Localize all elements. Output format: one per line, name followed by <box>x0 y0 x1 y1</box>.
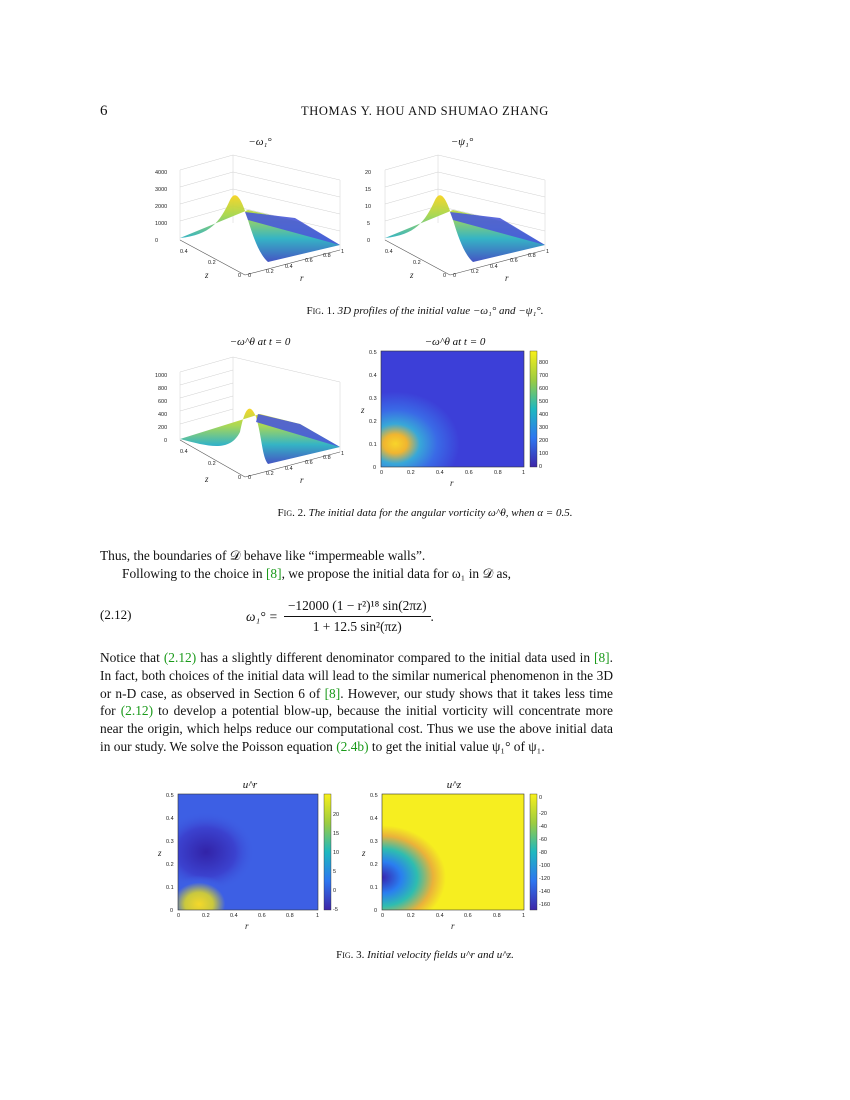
fig3-right-cbar-tick: -140 <box>539 889 551 895</box>
fig2-left-raxis-tick: 0 <box>248 475 252 481</box>
fig2-cbar-tick: 600 <box>539 386 549 392</box>
para2-text-a: Following to the choice in <box>122 566 266 581</box>
fig3-left-ytick: 0.2 <box>166 862 174 868</box>
fig2-left-ztick: 0 <box>164 438 168 444</box>
fig3-left-r-label: r <box>245 921 249 931</box>
equation-numerator: −12000 (1 − r²)¹⁸ sin(2πz) <box>284 598 431 617</box>
fig3-right-xtick: 0.6 <box>464 913 472 919</box>
fig2-left-ztick: 800 <box>158 386 168 392</box>
fig1-right-zaxis-tick: 0.2 <box>413 260 421 266</box>
fig1-right-ztick: 20 <box>365 170 372 176</box>
fig1-left-zaxis-tick: 0 <box>238 273 242 279</box>
fig2-caption-label: Fig. 2. <box>277 507 306 519</box>
fig2-heat-field <box>381 351 524 467</box>
fig1-left-surface <box>180 195 340 262</box>
equation-number: (2.12) <box>100 607 132 622</box>
equation-2-12 <box>246 598 434 635</box>
fig2-heat-xtick: 0.8 <box>494 470 502 476</box>
fig2-left-title: −ω^θ at t = 0 <box>229 336 291 348</box>
equation-fraction <box>284 598 431 635</box>
fig3-right-r-label: r <box>451 921 455 931</box>
paragraph-1: Thus, the boundaries of 𝒟 behave like “impermeable walls”. <box>100 548 426 563</box>
fig1-right-surface <box>385 195 545 262</box>
fig3-right-cbar-tick: -60 <box>539 837 547 843</box>
fig1-right-raxis-tick: 1 <box>546 249 550 255</box>
fig1-left-raxis-tick: 0.2 <box>266 269 274 275</box>
fig3-left-cbar-tick: 5 <box>333 869 337 875</box>
fig2-left-ztick: 200 <box>158 425 168 431</box>
fig2-left-zaxis-tick: 0 <box>238 475 242 481</box>
fig1-right-ztick: 15 <box>365 187 372 193</box>
fig2-left-raxis-tick: 0.2 <box>266 471 274 477</box>
fig3-left-ytick: 0 <box>170 908 174 914</box>
fig1-left-ztick: 3000 <box>155 187 168 193</box>
fig2-heat-ytick: 0.3 <box>369 396 377 402</box>
fig3-left-cbar-tick: -5 <box>333 907 338 913</box>
fig3-right-xtick: 1 <box>522 913 526 919</box>
page-number: 6 <box>100 103 108 119</box>
fig1-left-zaxis-tick: 0.2 <box>208 260 216 266</box>
equation-denominator: 1 + 12.5 sin²(πz) <box>312 619 402 634</box>
fig3-left-ytick: 0.4 <box>166 816 174 822</box>
fig1-right-surface-plot <box>355 150 560 290</box>
fig2-left-raxis-tick: 1 <box>341 451 345 457</box>
fig1-left-raxis-tick: 0.6 <box>305 258 313 264</box>
fig1-caption-label: Fig. 1. <box>306 305 335 317</box>
fig3-right-cbar-tick: 0 <box>539 795 543 801</box>
fig3-caption-text: Initial velocity fields u^r and u^z. <box>367 949 514 961</box>
fig3-caption-label: Fig. 3. <box>336 949 365 961</box>
fig3-right-ytick: 0.5 <box>370 793 378 799</box>
para2-text-b: , we propose the initial data for ω₁ in 𝒟 as, <box>281 566 511 581</box>
fig3-right-xtick: 0 <box>381 913 385 919</box>
fig3-left-cbar-tick: 10 <box>333 850 340 856</box>
fig3-left-xtick: 0.4 <box>230 913 238 919</box>
fig3-left-title: u^r <box>242 779 258 791</box>
fig2-heat-r-label: r <box>450 478 454 488</box>
fig2-heat-z-label: z <box>361 405 365 415</box>
fig2-left-ztick: 600 <box>158 399 168 405</box>
fig2-cbar-tick: 400 <box>539 412 549 418</box>
fig2-cbar-tick: 0 <box>539 464 543 470</box>
fig1-left-r-label: r <box>300 273 304 283</box>
fig1-caption <box>0 305 850 317</box>
para3-text: to get the initial value ψ₁° of ψ₁. <box>368 738 545 754</box>
fig2-left-zaxis-tick: 0.4 <box>180 449 188 455</box>
fig3-right-cbar-tick: -80 <box>539 850 547 856</box>
fig3-right-ytick: 0.2 <box>370 862 378 868</box>
fig1-left-raxis-tick: 0.8 <box>323 253 331 259</box>
fig2-heat-ytick: 0.4 <box>369 373 377 379</box>
fig2-heat-xtick: 0.6 <box>465 470 473 476</box>
fig3-left-ytick: 0.3 <box>166 839 174 845</box>
fig1-left-ztick: 1000 <box>155 221 168 227</box>
fig2-left-ztick: 400 <box>158 412 168 418</box>
fig1-left-ztick: 0 <box>155 238 159 244</box>
fig2-left-surface-plot <box>150 352 355 492</box>
ref-2-4b-link[interactable]: (2.4b) <box>336 738 369 754</box>
ref-2-12-link[interactable]: (2.12) <box>120 703 154 719</box>
fig3-right-heatmap <box>356 788 566 938</box>
equation-end: . <box>430 608 434 624</box>
fig3-left-cbar-tick: 20 <box>333 812 340 818</box>
fig2-right-title: −ω^θ at t = 0 <box>424 336 486 348</box>
fig3-right-cbar-tick: -40 <box>539 824 547 830</box>
fig2-left-raxis-tick: 0.4 <box>285 466 293 472</box>
fig2-heat-ytick: 0.2 <box>369 419 377 425</box>
fig3-right-title: u^z <box>446 779 462 791</box>
fig2-heat-ytick: 0.1 <box>369 442 377 448</box>
fig3-right-cbar-tick: -120 <box>539 876 551 882</box>
fig2-heat-xtick: 1 <box>522 470 526 476</box>
fig1-right-title: −ψ₁° <box>450 136 474 148</box>
fig1-right-zaxis-tick: 0 <box>443 273 447 279</box>
fig2-left-zaxis-tick: 0.2 <box>208 461 216 467</box>
fig1-right-ztick: 5 <box>367 221 371 227</box>
para3-text: . However, our study shows that it takes less time for <box>100 685 613 719</box>
fig1-right-raxis-tick: 0.6 <box>510 258 518 264</box>
fig3-left-z-label: z <box>158 848 162 858</box>
fig2-heat-ytick: 0.5 <box>369 350 377 356</box>
fig1-right-raxis-tick: 0.4 <box>490 264 498 270</box>
fig3-left-cbar-tick: 0 <box>333 888 337 894</box>
fig3-left-xtick: 1 <box>316 913 320 919</box>
ref-8-link[interactable]: [8] <box>594 650 610 665</box>
fig2-heat-xtick: 0.4 <box>436 470 444 476</box>
fig1-right-ztick: 0 <box>367 238 371 244</box>
fig3-left-xtick: 0.2 <box>202 913 210 919</box>
fig3-left-heat-field <box>178 794 318 910</box>
fig2-cbar-tick: 200 <box>539 438 549 444</box>
fig3-left-heatmap <box>152 788 357 938</box>
fig1-right-r-label: r <box>505 273 509 283</box>
fig2-left-raxis-tick: 0.6 <box>305 460 313 466</box>
ref-8-link[interactable]: [8] <box>324 685 341 701</box>
paragraph-3 <box>100 649 613 756</box>
fig3-left-cbar-tick: 15 <box>333 831 340 837</box>
fig2-left-raxis-tick: 0.8 <box>323 455 331 461</box>
fig3-left-colorbar <box>324 794 331 910</box>
running-header: THOMAS Y. HOU AND SHUMAO ZHANG <box>301 104 549 118</box>
fig3-right-colorbar <box>530 794 537 910</box>
fig1-right-zaxis-tick: 0.4 <box>385 249 393 255</box>
fig2-left-ztick: 1000 <box>155 373 168 379</box>
fig1-left-raxis-tick: 0 <box>248 273 252 279</box>
fig2-cbar-tick: 800 <box>539 360 549 366</box>
fig1-right-raxis-tick: 0.2 <box>471 269 479 275</box>
para3-text: Notice that <box>100 650 164 665</box>
fig2-cbar-tick: 500 <box>539 399 549 405</box>
fig3-left-ytick: 0.1 <box>166 885 174 891</box>
fig3-right-xtick: 0.2 <box>407 913 415 919</box>
fig3-right-z-label: z <box>362 848 366 858</box>
fig3-right-ytick: 0.3 <box>370 839 378 845</box>
fig3-right-xtick: 0.8 <box>493 913 501 919</box>
fig3-left-xtick: 0.8 <box>286 913 294 919</box>
ref-8-link[interactable]: [8] <box>265 566 282 581</box>
fig1-left-ztick: 2000 <box>155 204 168 210</box>
fig2-cbar-tick: 300 <box>539 425 549 431</box>
paragraph-2 <box>100 565 613 583</box>
fig3-right-heat-field <box>382 794 524 910</box>
fig3-caption <box>0 949 850 961</box>
fig1-left-ztick: 4000 <box>155 170 168 176</box>
fig3-left-ytick: 0.5 <box>166 793 174 799</box>
fig2-left-z-label: z <box>205 474 209 484</box>
fig3-right-ytick: 0.1 <box>370 885 378 891</box>
fig3-left-xtick: 0.6 <box>258 913 266 919</box>
fig1-right-raxis-tick: 0 <box>453 273 457 279</box>
fig3-right-xtick: 0.4 <box>436 913 444 919</box>
fig1-right-ztick: 10 <box>365 204 372 210</box>
fig1-left-zaxis-tick: 0.4 <box>180 249 188 255</box>
fig1-left-raxis-tick: 0.4 <box>285 264 293 270</box>
fig3-right-cbar-tick: -20 <box>539 811 547 817</box>
fig2-heat-ytick: 0 <box>373 465 377 471</box>
para3-text: . In fact, both choices of the initial data will lead to the similar numerical phenomenon in the 3D or n-D case, as observed in Section 6 of <box>100 650 614 701</box>
fig3-right-ytick: 0 <box>374 908 378 914</box>
fig1-left-raxis-tick: 1 <box>341 249 345 255</box>
equation-lhs: ω₁° = <box>246 608 278 624</box>
fig2-caption <box>0 507 850 519</box>
para3-text: to develop a potential blow-up, because the initial vorticity will concentrate more near the origin, which helps reduce our computational cost. Thus we use the above initial data in our study. We solve the Poisson equation <box>100 703 613 754</box>
fig3-left-xtick: 0 <box>177 913 181 919</box>
fig2-caption-text: The initial data for the angular vorticity ω^θ, when α = 0.5. <box>308 507 573 519</box>
fig2-right-heatmap <box>355 345 565 495</box>
fig3-right-cbar-tick: -100 <box>539 863 551 869</box>
fig3-right-ytick: 0.4 <box>370 816 378 822</box>
para3-text: has a slightly different denominator compared to the initial data used in <box>196 650 595 665</box>
ref-2-12-link[interactable]: (2.12) <box>163 650 197 665</box>
fig1-left-z-label: z <box>205 270 209 280</box>
fig1-right-z-label: z <box>410 270 414 280</box>
fig2-heat-xtick: 0 <box>380 470 384 476</box>
fig2-left-r-label: r <box>300 475 304 485</box>
fig1-left-title: −ω₁° <box>248 136 272 148</box>
fig2-cbar-tick: 700 <box>539 373 549 379</box>
fig2-colorbar <box>530 351 537 467</box>
fig1-right-raxis-tick: 0.8 <box>528 253 536 259</box>
fig3-right-cbar-tick: -160 <box>539 902 551 908</box>
fig2-cbar-tick: 100 <box>539 451 549 457</box>
fig2-heat-xtick: 0.2 <box>407 470 415 476</box>
fig1-left-surface-plot <box>150 150 355 290</box>
fig1-caption-text: 3D profiles of the initial value −ω₁° and −ψ₁°. <box>337 305 544 317</box>
